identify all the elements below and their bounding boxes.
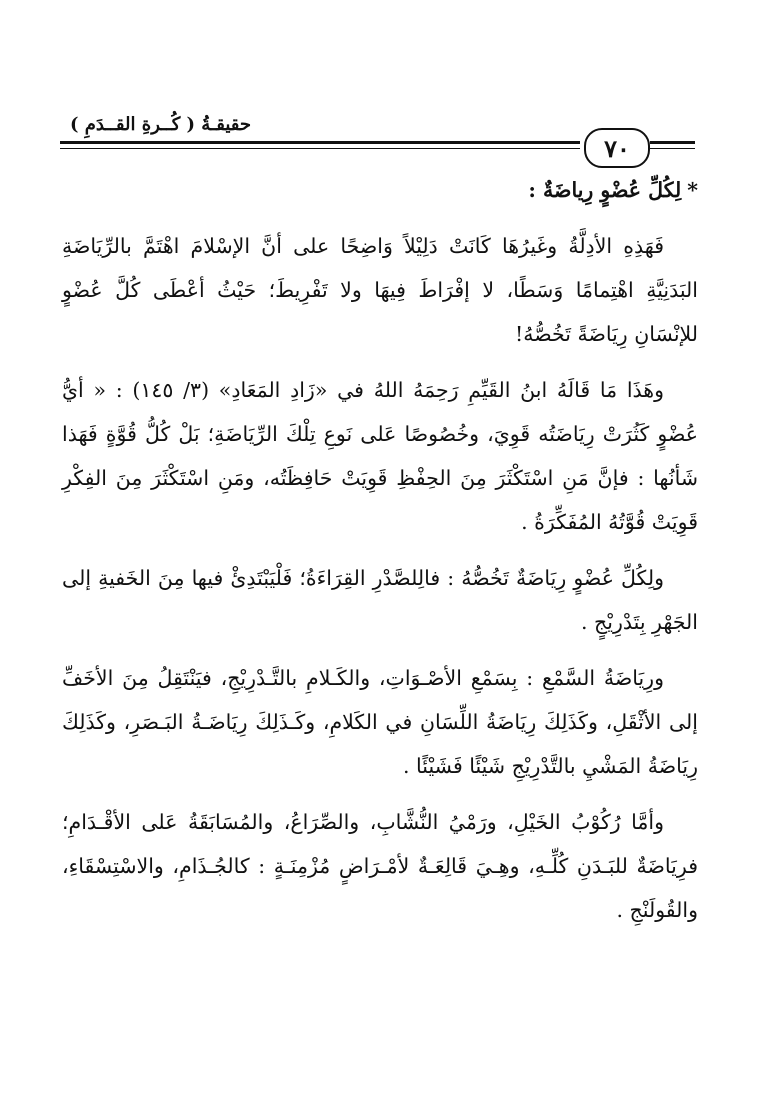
section-heading [62,168,698,212]
header-rule-right-thick [650,141,695,144]
running-title: حقيقـةُ ( كُــرةِ القــدَمِ ) [70,114,252,135]
paragraph: وهَذَا مَا قَالَهُ ابنُ القَيِّمِ رَحِمَهُ اللهُ في «زَادِ المَعَادِ» (٣/ ١٤٥) : « أيُّ عُضْوٍ كَثُرَتْ رِيَاضَتُه قَوِيَ، وخُصُوصًا عَلى نَوعِ تِلْكَ الرِّيَاضَةِ؛ بَلْ كُلُّ قُوَّةٍ فَهَذا شَأنُها : فإنَّ مَنِ اسْتَكْثَرَ مِنَ الحِفْظِ قَوِيَتْ حَافِظَتُه، ومَنِ اسْتَكْثَرَ مِنَ الفِكْرِ قَوِيَتْ قُوَّتُهُ المُفَكِّرَةُ . [62,378,698,534]
section-heading-text: لِكُلِّ عُضْوٍ رِياضَةٌ : [528,178,682,202]
page-number: ٧٠ [604,133,630,163]
header-rule-right-thin [650,148,695,149]
paragraph: فَهَذِهِ الأدِلَّةُ وغَيرُهَا كَانَتْ دَلِيْلاً وَاضِحًا على أنَّ الإسْلامَ اهْتَمَّ بالرِّيَاضَةِ البَدَنِيَّةِ اهْتِمامًا وَسَطًا، لا إفْرَاطَ فِيهَا ولا تَفْرِيطَ؛ حَيْثُ أعْطَى كُلَّ عُضْوٍ للإنْسَانِ رِيَاضَةً تَخُصُّهُ! [62,234,698,346]
paragraph: وأمَّا رُكُوْبُ الخَيْلِ، ورَمْيُ النُّشَّابِ، والصِّرَاعُ، والمُسَابَقَةُ عَلى الأقْـدَامِ؛ فرِيَاضَةٌ للبَـدَنِ كُلِّـهِ، وهِـيَ قَالِعَـةٌ لأمْـرَاضٍ مُزْمِنَـةٍ : كالجُـذَامِ، والاسْتِسْقَاءِ، والقُولَنْجِ . [62,810,698,922]
header-rule-thick [60,141,580,144]
section-marker: * [687,178,698,202]
page-number-badge [584,128,650,168]
paragraph: ورِيَاضَةُ السَّمْعِ : بِسَمْعِ الأصْـوَاتِ، والكَـلامِ بالتَّـدْرِيْجِ، فيَنْتَقِلُ مِنَ الأخَفِّ إلى الأثْقَلِ، وكَذَلِكَ رِيَاضَةُ اللِّسَانِ في الكَلامِ، وكَـذَلِكَ رِيَاضَـةُ البَـصَرِ، وكَذَلِكَ رِيَاضَةُ المَشْيِ بالتَّدْرِيْجِ شَيْئًا فَشَيْئًا . [62,666,698,778]
page-body [62,168,698,944]
paragraph: ولِكُلِّ عُضْوٍ رِيَاضَةٌ تَخُصُّهُ : فالِلصَّدْرِ القِرَاءَةُ؛ فَلْيَبْتَدِئْ فيها مِنَ الخَفيةِ إلى الجَهْرِ بِتَدْرِيْجٍ . [62,566,698,634]
header-rule-thin [60,148,580,149]
